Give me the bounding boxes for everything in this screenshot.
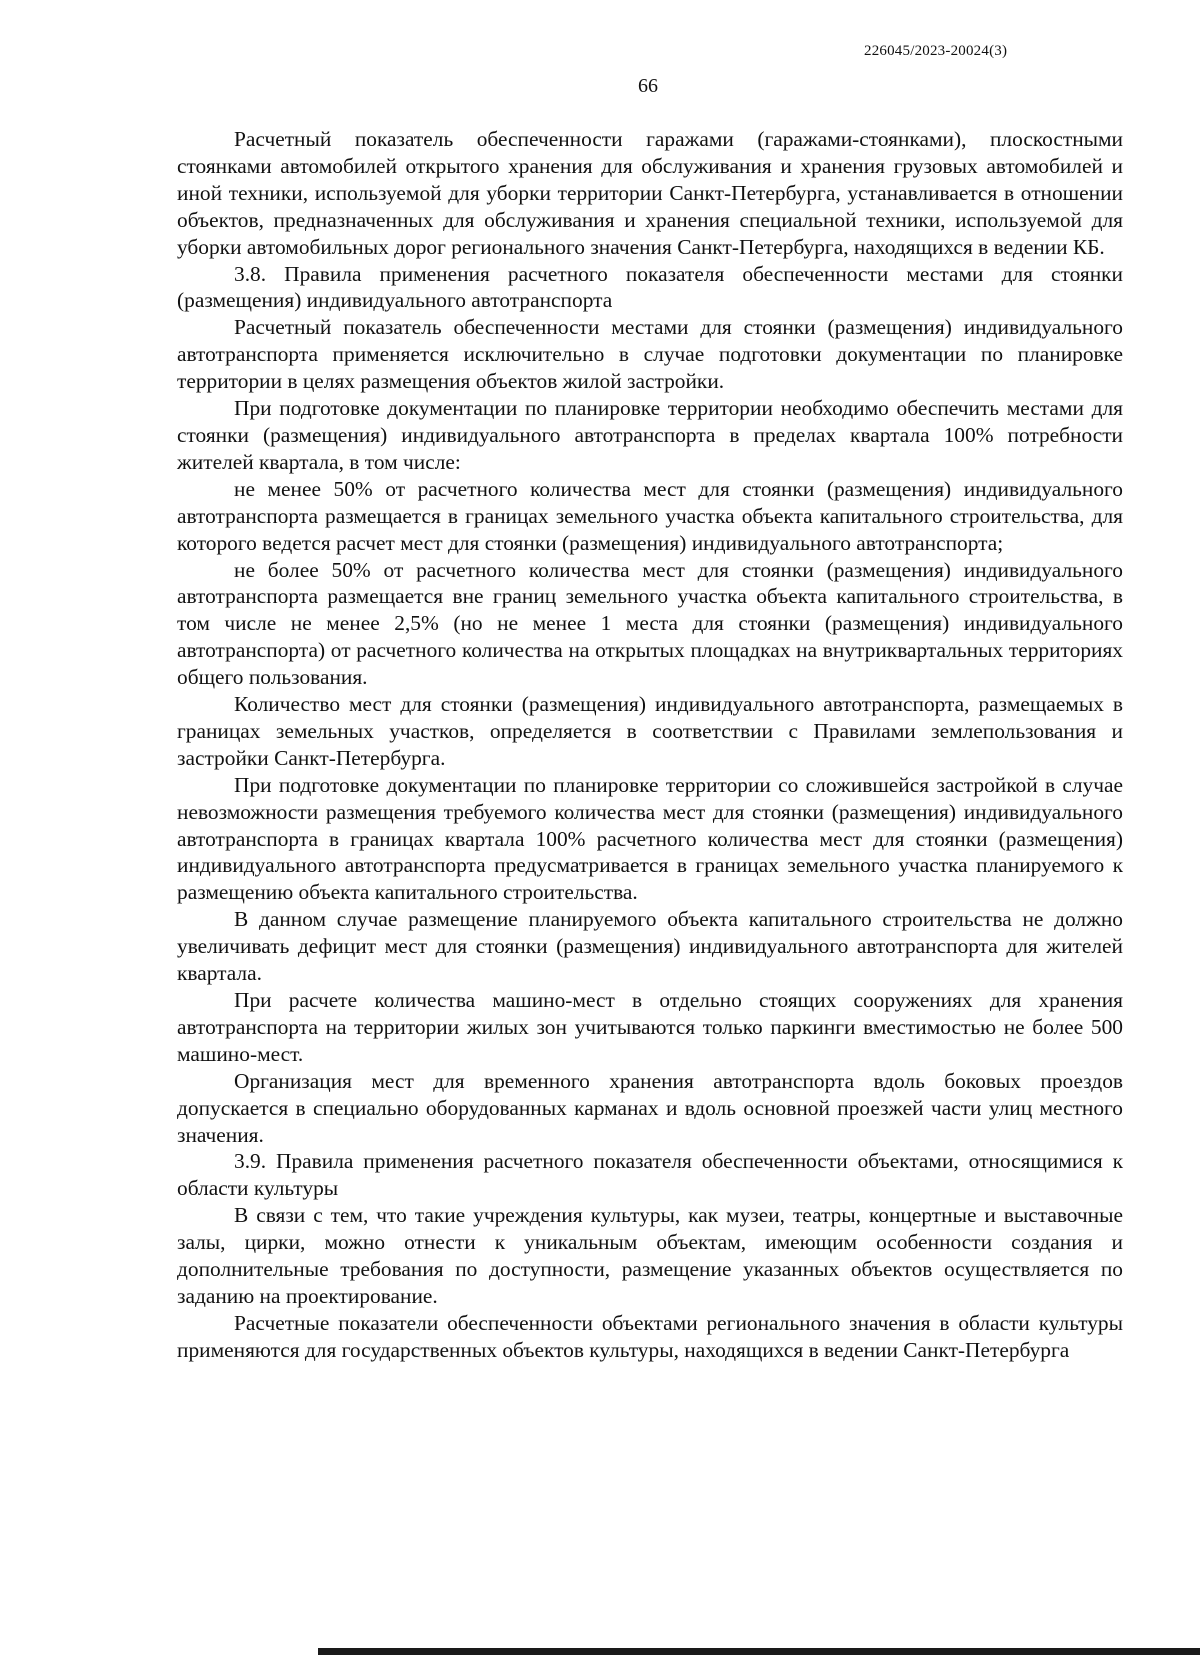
paragraph-culture-institutions: В связи с тем, что такие учреждения культуры, как музеи, театры, концертные и выставочные залы, цирки, можно отнести к уникальным объектам, имеющим особенности создания и дополнительные требования по доступности, размещение указанных объектов осуществляется по заданию на проектирование. <box>177 1203 1123 1308</box>
section-heading-3-9: 3.9. Правила применения расчетного показателя обеспеченности объектами, относящимися к области культуры <box>177 1149 1123 1201</box>
list-item-not-more-50: не более 50% от расчетного количества мест для стоянки (размещения) индивидуального автотранспорта размещается вне границ земельного участка объекта капитального строительства, в том числе не менее 2,5% (но не менее 1 места для стоянки (размещения) индивидуального автотранспорта) от расчетного количества на открытых площадках на внутриквартальных территориях общего пользования. <box>177 557 1123 690</box>
paragraph-parking-requirement: При подготовке документации по планировке территории необходимо обеспечить местами для стоянки (размещения) индивидуального автотранспорта в пределах квартала 100% потребности жителей квартала, в том числе: <box>177 396 1123 474</box>
page-number: 66 <box>638 75 658 97</box>
paragraph-existing-development: При подготовке документации по планировке территории со сложившейся застройкой в случае невозможности размещения требуемого количества мест для стоянки (размещения) индивидуального автотранспорта в границах квартала 100% расчетного количества мест для стоянки (размещения) индивидуального автотранспорта предусматривается в границах земельного участка планируемого к размещению объекта капитального строительства. <box>177 772 1123 905</box>
document-body <box>177 126 1123 1364</box>
paragraph-parking-count: Количество мест для стоянки (размещения) индивидуального автотранспорта, размещаемых в границах земельных участков, определяется в соответствии с Правилами землепользования и застройки Санкт-Петербурга. <box>177 692 1123 770</box>
scan-edge-line <box>318 1648 1200 1655</box>
paragraph-parking-indicator: Расчетный показатель обеспеченности местами для стоянки (размещения) индивидуального автотранспорта применяется исключительно в случае подготовки документации по планировке территории в целях размещения объектов жилой застройки. <box>177 315 1123 394</box>
document-registration-number: 226045/2023-20024(3) <box>864 43 1008 59</box>
paragraph-culture-indicators: Расчетные показатели обеспеченности объектами регионального значения в области культуры применяются для государственных объектов культуры, находящихся в ведении Санкт-Петербурга <box>177 1310 1123 1362</box>
paragraph-garages-indicator: Расчетный показатель обеспеченности гаражами (гаражами-стоянками), плоскостными стоянками автомобилей открытого хранения для обслуживания и хранения грузовых автомобилей и иной техники, используемой для уборки территории Санкт-Петербурга, устанавливается в отношении объектов, предназначенных для обслуживания и хранения специальной техники, используемой для уборки автомобильных дорог регионального значения Санкт-Петербурга, находящихся в ведении КБ. <box>177 127 1123 259</box>
paragraph-temporary-storage: Организация мест для временного хранения автотранспорта вдоль боковых проездов допускается в специально оборудованных карманах и вдоль основной проезжей части улиц местного значения. <box>177 1068 1123 1147</box>
section-heading-3-8: 3.8. Правила применения расчетного показателя обеспеченности местами для стоянки (размещения) индивидуального автотранспорта <box>177 261 1123 313</box>
list-item-not-less-50: не менее 50% от расчетного количества мест для стоянки (размещения) индивидуального автотранспорта размещается в границах земельного участка объекта капитального строительства, для которого ведется расчет мест для стоянки (размещения) индивидуального автотранспорта; <box>177 476 1123 555</box>
paragraph-deficit: В данном случае размещение планируемого объекта капитального строительства не должно увеличивать дефицит мест для стоянки (размещения) индивидуального автотранспорта для жителей квартала. <box>177 907 1123 986</box>
paragraph-parking-capacity: При расчете количества машино-мест в отдельно стоящих сооружениях для хранения автотранспорта на территории жилых зон учитываются только паркинги вместимостью не более 500 машино-мест. <box>177 988 1123 1066</box>
